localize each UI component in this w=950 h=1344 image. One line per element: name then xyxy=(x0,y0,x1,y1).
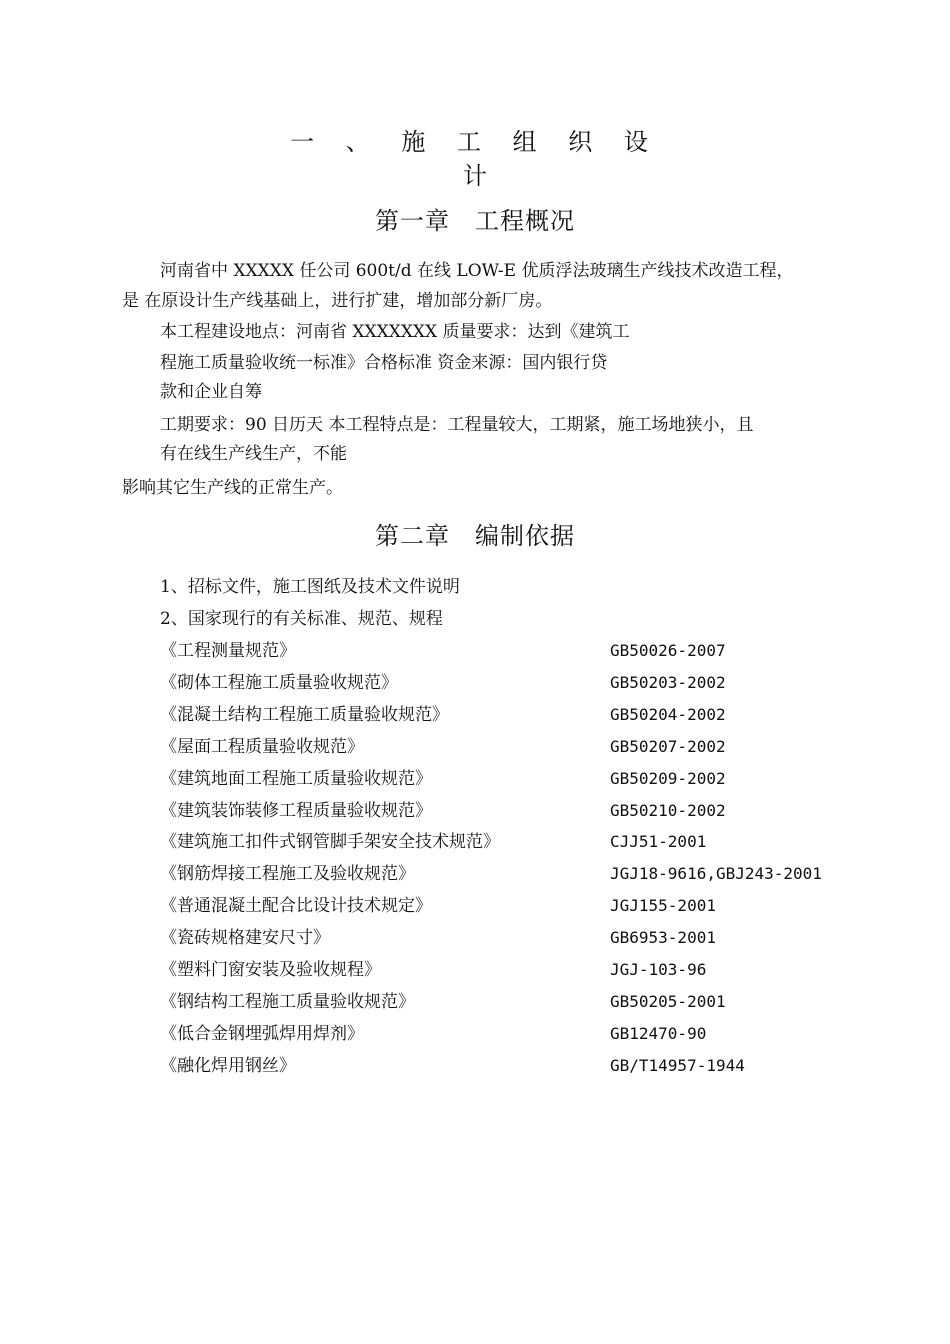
standard-row xyxy=(0,768,950,790)
overview-paragraph-1-line-1: 河南省中 XXXXX 任公司 600t/d 在线 LOW-E 优质浮法玻璃生产线技术改造工程， xyxy=(160,261,794,281)
overview-paragraph-3-line-3: 影响其它生产线的正常生产。 xyxy=(122,478,343,498)
standard-code: JGJ155-2001 xyxy=(610,896,716,915)
standard-code: CJJ51-2001 xyxy=(610,832,707,851)
standard-name: 《建筑地面工程施工质量验收规范》 xyxy=(160,769,432,789)
standard-name: 《建筑施工扣件式钢管脚手架安全技术规范》 xyxy=(160,832,500,852)
overview-paragraph-3-line-1: 工期要求：90 日历天 本工程特点是：工程量较大，工期紧，施工场地狭小，且 xyxy=(160,415,754,435)
standard-row xyxy=(0,895,950,917)
standard-row xyxy=(0,704,950,726)
document-title-line-1: 一 、 施 工 组 织 设 xyxy=(290,128,660,156)
standard-name: 《普通混凝土配合比设计技术规定》 xyxy=(160,896,432,916)
standard-code: GB50209-2002 xyxy=(610,769,726,788)
standard-row xyxy=(0,831,950,853)
overview-paragraph-1-line-2: 是 在原设计生产线基础上，进行扩建，增加部分新厂房。 xyxy=(122,291,553,311)
standard-code: JGJ18-9616,GBJ243-2001 xyxy=(610,864,822,883)
basis-item-1: 1、招标文件，施工图纸及技术文件说明 xyxy=(160,577,460,597)
chapter-2-heading: 第二章 编制依据 xyxy=(375,522,575,550)
standard-code: GB50205-2001 xyxy=(610,992,726,1011)
standard-code: JGJ-103-96 xyxy=(610,960,707,979)
chapter-1-heading: 第一章 工程概况 xyxy=(375,207,575,235)
document-title-line-2: 计 xyxy=(463,162,487,190)
standard-name: 《建筑装饰装修工程质量验收规范》 xyxy=(160,801,432,821)
standard-code: GB/T14957-1944 xyxy=(610,1056,745,1075)
standard-name: 《混凝土结构工程施工质量验收规范》 xyxy=(160,705,449,725)
standard-row xyxy=(0,1023,950,1045)
standard-code: GB50203-2002 xyxy=(610,673,726,692)
basis-item-2: 2、国家现行的有关标准、规范、规程 xyxy=(160,609,443,629)
standard-code: GB50207-2002 xyxy=(610,737,726,756)
standard-name: 《钢结构工程施工质量验收规范》 xyxy=(160,992,415,1012)
standard-name: 《塑料门窗安装及验收规程》 xyxy=(160,960,381,980)
overview-paragraph-2-line-3: 款和企业自筹 xyxy=(160,382,262,402)
standard-name: 《钢筋焊接工程施工及验收规范》 xyxy=(160,864,415,884)
standard-code: GB50204-2002 xyxy=(610,705,726,724)
standard-row xyxy=(0,1055,950,1077)
standard-row xyxy=(0,927,950,949)
overview-paragraph-2-line-1: 本工程建设地点：河南省 XXXXXXX 质量要求：达到《建筑工 xyxy=(160,322,630,342)
standard-row xyxy=(0,991,950,1013)
standard-code: GB50210-2002 xyxy=(610,801,726,820)
standard-name: 《融化焊用钢丝》 xyxy=(160,1056,296,1076)
standard-row xyxy=(0,863,950,885)
overview-paragraph-2-line-2: 程施工质量验收统一标准》合格标准 资金来源：国内银行贷 xyxy=(160,353,608,373)
standard-name: 《工程测量规范》 xyxy=(160,641,296,661)
standard-name: 《砌体工程施工质量验收规范》 xyxy=(160,673,398,693)
standard-row xyxy=(0,959,950,981)
standard-code: GB12470-90 xyxy=(610,1024,707,1043)
standard-row xyxy=(0,672,950,694)
standard-name: 《低合金钢埋弧焊用焊剂》 xyxy=(160,1024,364,1044)
standard-row xyxy=(0,640,950,662)
standard-row xyxy=(0,800,950,822)
standard-row xyxy=(0,736,950,758)
standard-name: 《屋面工程质量验收规范》 xyxy=(160,737,364,757)
standard-name: 《瓷砖规格建安尺寸》 xyxy=(160,928,330,948)
standard-code: GB6953-2001 xyxy=(610,928,716,947)
standard-code: GB50026-2007 xyxy=(610,641,726,660)
overview-paragraph-3-line-2: 有在线生产线生产，不能 xyxy=(160,444,347,464)
